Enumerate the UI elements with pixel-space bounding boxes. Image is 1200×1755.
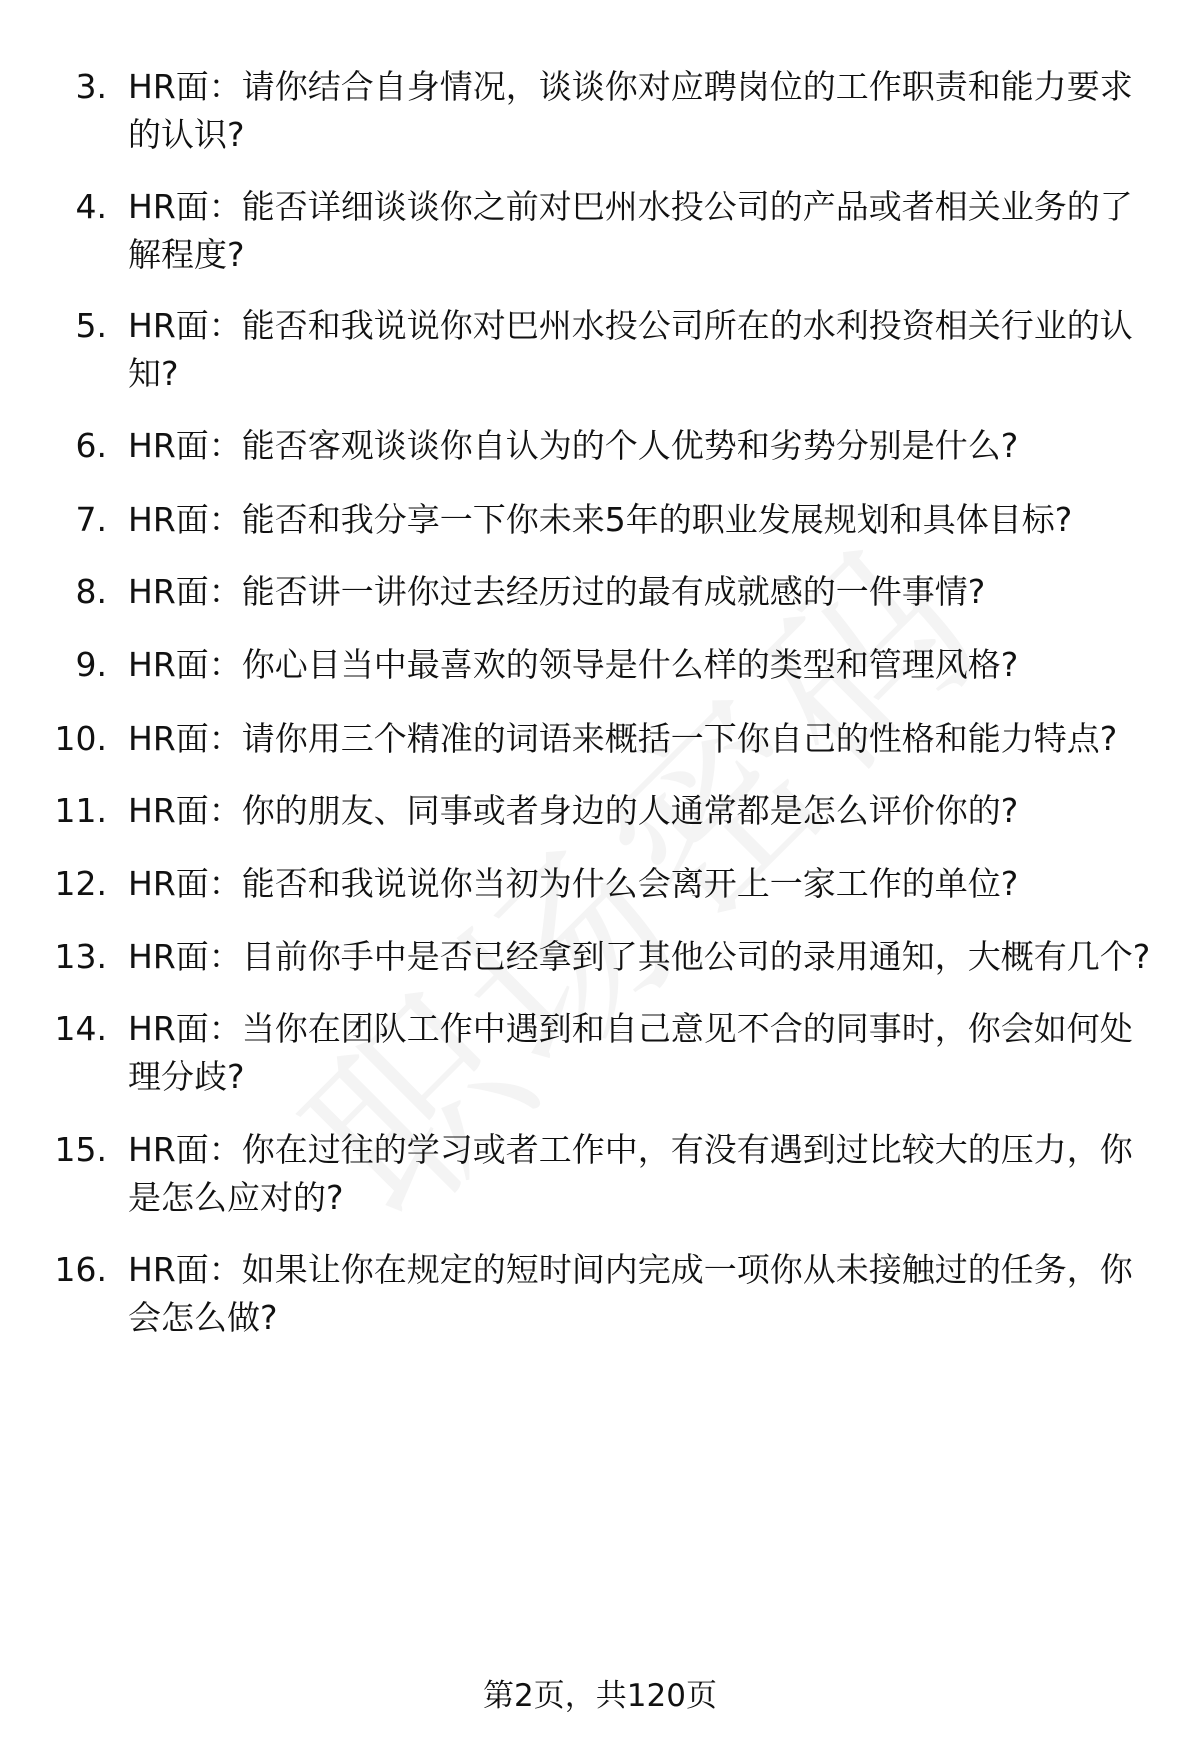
question-item <box>0 63 1200 159</box>
question-text: HR面：你的朋友、同事或者身边的人通常都是怎么评价你的? <box>128 791 1019 830</box>
question-item <box>0 496 1200 544</box>
question-number: 16. <box>54 1250 107 1289</box>
question-item <box>0 302 1200 398</box>
question-item <box>0 641 1200 689</box>
question-number: 9. <box>75 645 107 684</box>
question-text: HR面：你心目当中最喜欢的领导是什么样的类型和管理风格? <box>128 645 1019 684</box>
question-text: HR面：能否详细谈谈你之前对巴州水投公司的产品或者相关业务的了解程度? <box>128 187 1133 274</box>
question-number: 13. <box>54 937 107 976</box>
question-text: HR面：能否和我说说你对巴州水投公司所在的水利投资相关行业的认知? <box>128 306 1133 393</box>
question-list <box>0 63 1200 1342</box>
question-item <box>0 1246 1200 1342</box>
question-text: HR面：能否讲一讲你过去经历过的最有成就感的一件事情? <box>128 572 986 611</box>
question-text: HR面：能否和我说说你当初为什么会离开上一家工作的单位? <box>128 864 1019 903</box>
question-item <box>0 787 1200 835</box>
question-item <box>0 1126 1200 1222</box>
question-number: 12. <box>54 864 107 903</box>
question-number: 4. <box>75 187 107 226</box>
question-number: 8. <box>75 572 107 611</box>
question-number: 14. <box>54 1009 107 1048</box>
question-text: HR面：你在过往的学习或者工作中，有没有遇到过比较大的压力，你是怎么应对的? <box>128 1130 1133 1217</box>
question-number: 7. <box>75 500 107 539</box>
question-text: HR面：能否客观谈谈你自认为的个人优势和劣势分别是什么? <box>128 426 1019 465</box>
question-text: HR面：能否和我分享一下你未来5年的职业发展规划和具体目标? <box>128 500 1073 539</box>
question-item <box>0 1005 1200 1101</box>
question-item <box>0 933 1200 981</box>
question-item <box>0 715 1200 763</box>
question-text: HR面：请你用三个精准的词语来概括一下你自己的性格和能力特点? <box>128 719 1118 758</box>
question-item <box>0 568 1200 616</box>
page-number-footer: 第2页，共120页 <box>483 1678 717 1714</box>
question-number: 15. <box>54 1130 107 1169</box>
question-text: HR面：请你结合自身情况，谈谈你对应聘岗位的工作职责和能力要求的认识? <box>128 67 1133 154</box>
question-item <box>0 860 1200 908</box>
question-number: 10. <box>54 719 107 758</box>
question-item <box>0 422 1200 470</box>
question-item <box>0 183 1200 279</box>
question-text: HR面：当你在团队工作中遇到和自己意见不合的同事时，你会如何处理分歧? <box>128 1009 1133 1096</box>
question-number: 3. <box>75 67 107 106</box>
question-number: 5. <box>75 306 107 345</box>
question-text: HR面：如果让你在规定的短时间内完成一项你从未接触过的任务，你会怎么做? <box>128 1250 1133 1337</box>
question-number: 6. <box>75 426 107 465</box>
question-number: 11. <box>54 791 107 830</box>
question-text: HR面：目前你手中是否已经拿到了其他公司的录用通知，大概有几个? <box>128 937 1151 976</box>
